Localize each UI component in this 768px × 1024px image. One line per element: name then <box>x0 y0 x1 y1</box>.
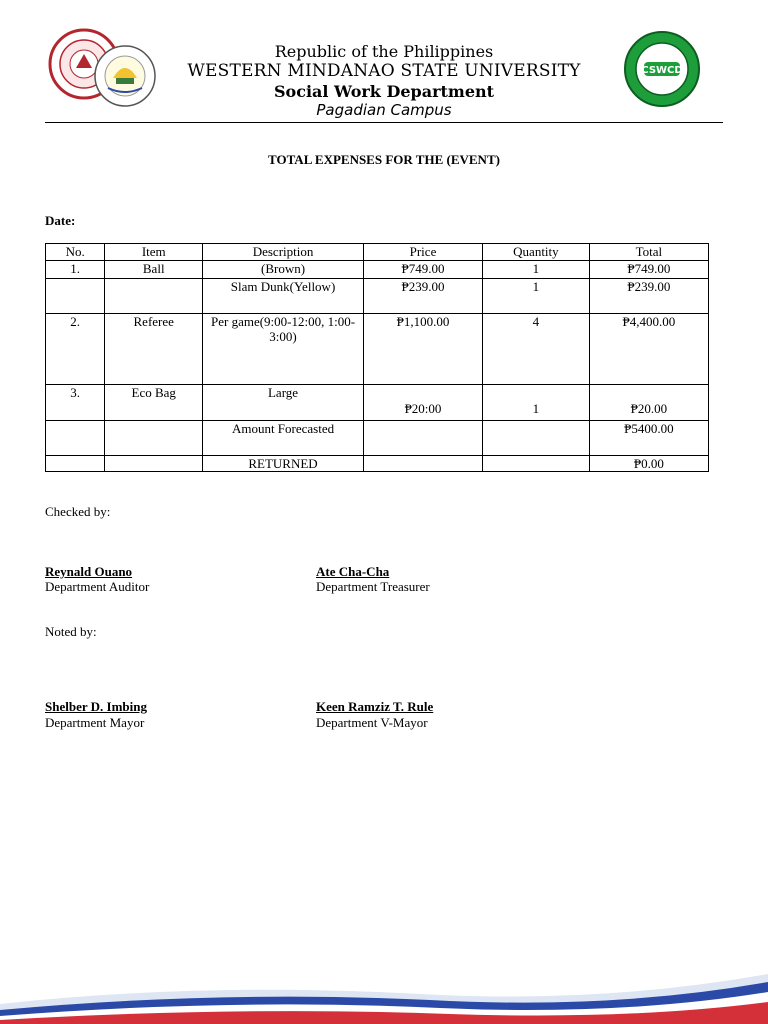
cell-description: (Brown) <box>203 261 364 279</box>
document-title: TOTAL EXPENSES FOR THE (EVENT) <box>268 152 500 167</box>
table-row <box>46 314 709 385</box>
header-total: Total <box>589 244 708 261</box>
cell-item: Eco Bag <box>105 385 203 421</box>
cell-no: 1. <box>46 261 105 279</box>
noted-by-label: Noted by: <box>45 624 97 639</box>
cell-quantity: 1 <box>483 261 590 279</box>
cell-quantity: 1 <box>483 279 590 314</box>
cell-quantity: 4 <box>483 314 590 385</box>
cell-description: Amount Forecasted <box>203 421 364 456</box>
cell-price: ₱239.00 <box>363 279 482 314</box>
cell-description: Per game(9:00-12:00, 1:00-3:00) <box>203 314 364 385</box>
cell-quantity: 1 <box>483 385 590 421</box>
vice-mayor-name: Keen Ramziz T. Rule <box>316 699 434 714</box>
cell-price: ₱749.00 <box>363 261 482 279</box>
auditor-name: Reynald Ouano <box>45 564 133 579</box>
table-row <box>46 279 709 314</box>
cell-total: ₱5400.00 <box>589 421 708 456</box>
cell-price <box>363 456 482 472</box>
expenses-table <box>45 243 709 472</box>
cell-item <box>105 421 203 456</box>
cell-no: 2. <box>46 314 105 385</box>
cell-total: ₱0.00 <box>589 456 708 472</box>
header-republic: Republic of the Philippines <box>274 42 494 61</box>
cell-item: Ball <box>105 261 203 279</box>
header-no: No. <box>46 244 105 261</box>
header-department: Social Work Department <box>273 82 495 101</box>
cell-no <box>46 456 105 472</box>
cell-price: ₱20:00 <box>363 385 482 421</box>
cell-total: ₱749.00 <box>589 261 708 279</box>
auditor-role: Department Auditor <box>45 579 150 594</box>
cell-item <box>105 456 203 472</box>
cell-no <box>46 421 105 456</box>
cell-description: RETURNED <box>203 456 364 472</box>
cell-description: Large <box>203 385 364 421</box>
footer-wave-decoration <box>0 960 768 1024</box>
table-row <box>46 456 709 472</box>
cell-no: 3. <box>46 385 105 421</box>
cell-quantity <box>483 421 590 456</box>
header-university: WESTERN MINDANAO STATE UNIVERSITY <box>187 61 581 81</box>
mayor-name: Shelber D. Imbing <box>45 699 147 714</box>
header-quantity: Quantity <box>483 244 590 261</box>
cell-item <box>105 279 203 314</box>
date-label: Date: <box>45 213 76 228</box>
checked-by-label: Checked by: <box>45 504 111 519</box>
table-header-row <box>46 244 709 261</box>
cell-total: ₱20.00 <box>589 385 708 421</box>
treasurer-name: Ate Cha-Cha <box>316 564 390 579</box>
vice-mayor-role: Department V-Mayor <box>316 715 428 730</box>
table-row <box>46 261 709 279</box>
table-row <box>46 385 709 421</box>
table-row <box>46 421 709 456</box>
treasurer-role: Department Treasurer <box>316 579 430 594</box>
cell-total: ₱4,400.00 <box>589 314 708 385</box>
header-description: Description <box>203 244 364 261</box>
header-price: Price <box>363 244 482 261</box>
svg-text:CSWCD: CSWCD <box>641 65 683 76</box>
cell-total: ₱239.00 <box>589 279 708 314</box>
cell-item: Referee <box>105 314 203 385</box>
cell-quantity <box>483 456 590 472</box>
cell-price <box>363 421 482 456</box>
header-campus: Pagadian Campus <box>316 101 452 119</box>
cell-no <box>46 279 105 314</box>
header-divider <box>45 122 723 123</box>
cell-description: Slam Dunk(Yellow) <box>203 279 364 314</box>
header-item: Item <box>105 244 203 261</box>
cell-price: ₱1,100.00 <box>363 314 482 385</box>
mayor-role: Department Mayor <box>45 715 145 730</box>
